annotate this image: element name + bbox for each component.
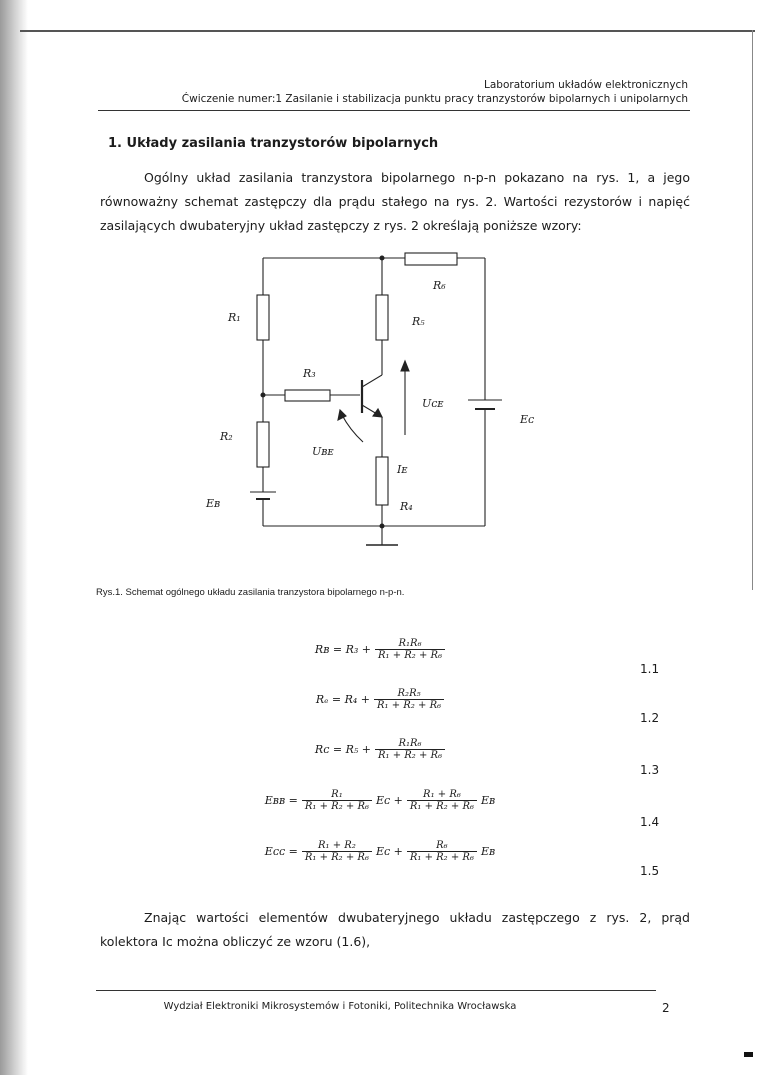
scan-shadow bbox=[0, 0, 28, 1075]
section-title: 1. Układy zasilania tranzystorów bipolarnych bbox=[108, 136, 439, 151]
eq5-fraction-1 bbox=[302, 840, 372, 863]
resistor-r2 bbox=[257, 422, 269, 467]
equation-number-1-3: 1.3 bbox=[640, 763, 660, 777]
resistor-r1 bbox=[257, 295, 269, 340]
eq5-denominator-2: R₁ + R₂ + R₆ bbox=[407, 851, 477, 863]
label-r5: R₅ bbox=[412, 315, 425, 328]
intro-text: Ogólny układ zasilania tranzystora bipolarnego n-p-n pokazano na rys. 1, a jego równoważny schemat zastępczy dla prądu stałego na rys. 2. Wartości rezystorów i napięć zasilających dwubateryjny układ zastępczy z rys. 2 określają poniższe wzory: bbox=[100, 170, 690, 233]
eq2-numerator: R₂R₅ bbox=[397, 688, 421, 699]
eq3-fraction bbox=[375, 738, 445, 761]
transistor-collector-lead bbox=[362, 375, 382, 387]
label-r2: R₂ bbox=[220, 430, 233, 443]
equation-number-1-5: 1.5 bbox=[640, 864, 660, 878]
footer-text: Wydział Elektroniki Mikrosystemów i Fotoniki, Politechnika Wrocławska bbox=[163, 1001, 517, 1012]
equation-number-1-4: 1.4 bbox=[640, 815, 660, 829]
ube-arrow-line bbox=[342, 415, 363, 442]
equation-1-2 bbox=[230, 688, 530, 711]
ube-arrow-head bbox=[338, 410, 346, 420]
eq5-tail: Eʙ bbox=[480, 845, 496, 858]
scan-mark bbox=[744, 1052, 753, 1057]
eq3-lhs: Rᴄ = R₅ + bbox=[314, 743, 371, 756]
header-exercise-title: Ćwiczenie numer:1 Zasilanie i stabilizacja punktu pracy tranzystorów bipolarnych i unipolarnych bbox=[181, 93, 688, 105]
eq4-mid: Eᴄ + bbox=[376, 794, 403, 807]
page-number: 2 bbox=[662, 1001, 670, 1015]
eq1-numerator: R₁R₆ bbox=[398, 638, 422, 649]
eq4-denominator-2: R₁ + R₂ + R₆ bbox=[407, 800, 477, 812]
label-r3: R₃ bbox=[303, 367, 316, 380]
eq5-denominator-1: R₁ + R₂ + R₆ bbox=[302, 851, 372, 863]
footer-rule bbox=[96, 990, 656, 991]
eq1-fraction bbox=[375, 638, 445, 661]
eq4-numerator-1: R₁ bbox=[331, 789, 343, 800]
equation-1-5 bbox=[195, 840, 565, 863]
label-ec: Eᴄ bbox=[520, 413, 535, 426]
eq3-numerator: R₁R₆ bbox=[398, 738, 422, 749]
label-r4: R₄ bbox=[400, 500, 413, 513]
equation-number-1-1: 1.1 bbox=[640, 662, 660, 676]
eq5-numerator-2: R₆ bbox=[436, 840, 448, 851]
eq5-mid: Eᴄ + bbox=[375, 845, 403, 858]
eq5-lhs: Eᴄᴄ = bbox=[264, 845, 298, 858]
label-r1: R₁ bbox=[228, 311, 241, 324]
resistor-r5 bbox=[376, 295, 388, 340]
page-right-edge bbox=[752, 30, 753, 590]
equation-1-1 bbox=[230, 638, 530, 661]
uce-arrow-head bbox=[401, 361, 409, 371]
page-top-edge bbox=[20, 30, 755, 32]
closing-paragraph bbox=[100, 906, 690, 954]
eq4-fraction-2 bbox=[407, 789, 477, 812]
node-top bbox=[380, 256, 384, 260]
eq4-denominator-1: R₁ + R₂ + R₆ bbox=[302, 800, 372, 812]
eq2-denominator: R₁ + R₂ + R₆ bbox=[374, 699, 444, 711]
eq4-fraction-1 bbox=[302, 789, 372, 812]
header-lab-title: Laboratorium układów elektronicznych bbox=[484, 79, 688, 91]
resistor-r3 bbox=[285, 390, 330, 401]
circuit-diagram bbox=[190, 245, 550, 565]
equation-number-1-2: 1.2 bbox=[640, 711, 660, 725]
label-uce: Uᴄᴇ bbox=[422, 397, 444, 410]
header-rule bbox=[98, 110, 690, 111]
eq1-lhs: Rʙ = R₃ + bbox=[314, 643, 371, 656]
eq1-denominator: R₁ + R₂ + R₆ bbox=[375, 649, 445, 661]
eq4-lhs: Eʙʙ = bbox=[264, 794, 298, 807]
page-header bbox=[182, 78, 688, 106]
eq4-tail: Eʙ bbox=[481, 794, 496, 807]
equation-1-3 bbox=[230, 738, 530, 761]
eq4-numerator-2: R₁ + R₆ bbox=[423, 789, 461, 800]
eq5-fraction-2 bbox=[407, 840, 477, 863]
label-ie: Iᴇ bbox=[397, 463, 408, 476]
resistor-r6 bbox=[405, 253, 457, 265]
label-r6: R₆ bbox=[433, 279, 446, 292]
eq5-numerator-1: R₁ + R₂ bbox=[318, 840, 356, 851]
eq2-fraction bbox=[374, 688, 444, 711]
eq2-lhs: Rₑ = R₄ + bbox=[315, 693, 371, 706]
intro-paragraph bbox=[100, 166, 690, 238]
equation-1-4 bbox=[195, 789, 565, 812]
figure-caption: Rys.1. Schemat ogólnego układu zasilania tranzystora bipolarnego n-p-n. bbox=[96, 587, 405, 598]
label-ube: Uʙᴇ bbox=[312, 445, 334, 458]
closing-text: Znając wartości elementów dwubateryjnego układu zastępczego z rys. 2, prąd kolektora Iᴄ można obliczyć ze wzoru (1.6), bbox=[100, 910, 690, 949]
resistor-r4 bbox=[376, 457, 388, 505]
label-eb: Eʙ bbox=[206, 497, 221, 510]
eq3-denominator: R₁ + R₂ + R₆ bbox=[375, 749, 445, 761]
